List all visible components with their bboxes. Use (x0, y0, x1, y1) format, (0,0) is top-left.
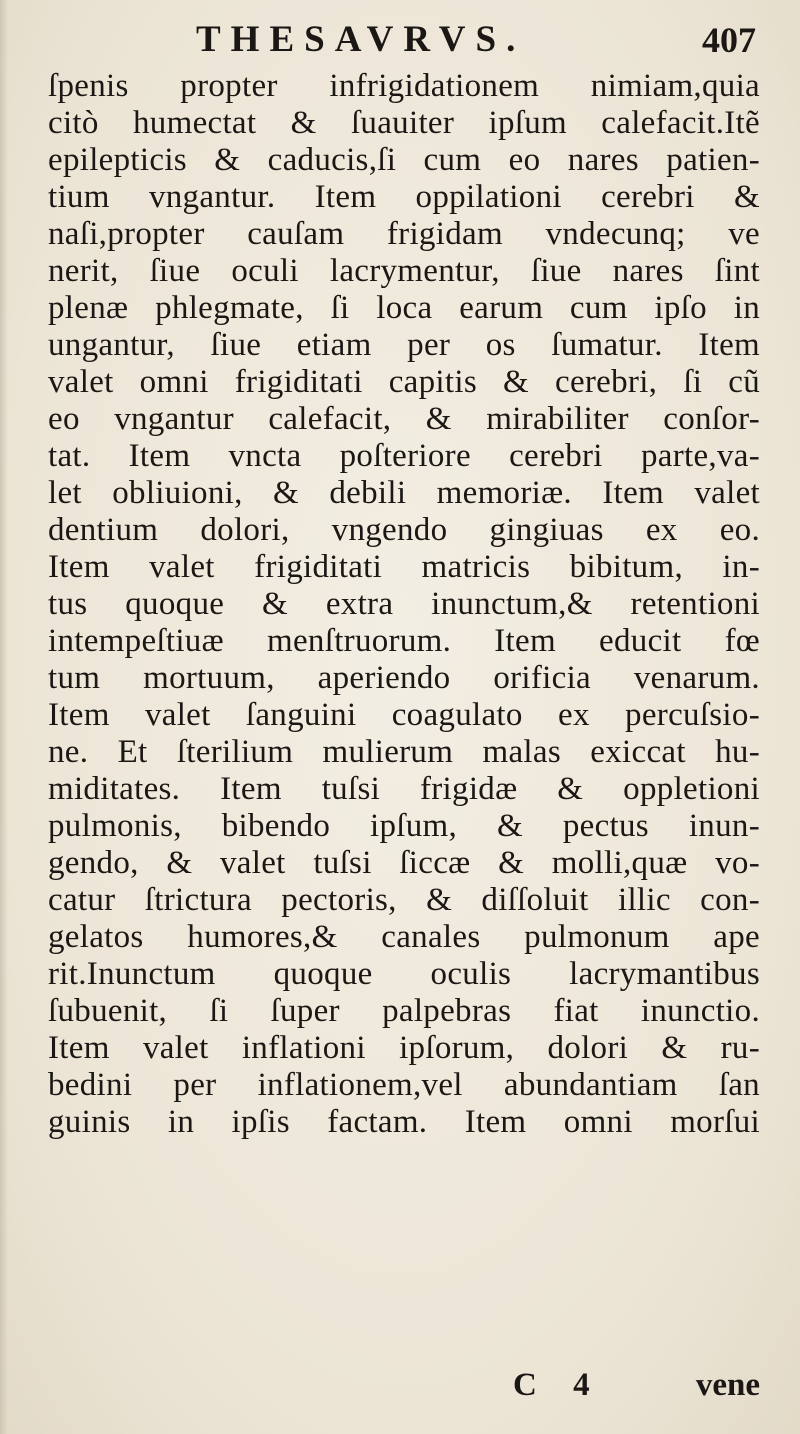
text-line: tium vngantur. Item oppilationi cerebri & (48, 179, 760, 215)
text-line: gelatos humores,& canales pulmonum ape (48, 919, 760, 955)
signature-mark: C 4 (513, 1367, 604, 1403)
text-line: valet omni frigiditati capitis & cerebri, ſi cũ (48, 364, 760, 400)
text-line: Item valet ſanguini coagulato ex percuſsio- (48, 697, 760, 733)
text-line: epilepticis & caducis,ſi cum eo nares patien- (48, 142, 760, 178)
text-line: ungantur, ſiue etiam per os ſumatur. Item (48, 327, 760, 363)
running-head (196, 18, 756, 62)
text-line: ne. Et ſterilium mulierum malas exiccat hu- (48, 734, 760, 770)
text-line: citò humectat & ſuauiter ipſum calefacit.Itẽ (48, 105, 760, 141)
text-line: miditates. Item tuſsi frigidæ & oppletioni (48, 771, 760, 807)
text-line: guinis in ipſis factam. Item omni morſui (48, 1104, 760, 1140)
text-line: tat. Item vncta poſteriore cerebri parte,va- (48, 438, 760, 474)
text-line: Item valet inflationi ipſorum, dolori & ru- (48, 1030, 760, 1066)
text-line: plenæ phlegmate, ſi loca earum cum ipſo in (48, 290, 760, 326)
text-line: eo vngantur calefacit, & mirabiliter conſor- (48, 401, 760, 437)
page-footer (0, 1365, 800, 1405)
text-line: naſi,propter cauſam frigidam vndecunq; ve (48, 216, 760, 252)
text-line: dentium dolori, vngendo gingiuas ex eo. (48, 512, 760, 548)
running-title: THESAVRVS. (196, 19, 526, 60)
text-line: Item valet frigiditati matricis bibitum, in- (48, 549, 760, 585)
text-line: gendo, & valet tuſsi ſiccæ & molli,quæ vo- (48, 845, 760, 881)
text-line: ſpenis propter infrigidationem nimiam,quia (48, 68, 760, 104)
catchword: vene (695, 1367, 760, 1403)
text-line: ſubuenit, ſi ſuper palpebras fiat inunctio. (48, 993, 760, 1029)
text-line: intempeſtiuæ menſtruorum. Item educit fœ (48, 623, 760, 659)
page-number: 407 (702, 20, 756, 60)
text-line: tus quoque & extra inunctum,& retentioni (48, 586, 760, 622)
text-line: rit.Inunctum quoque oculis lacrymantibus (48, 956, 760, 992)
text-line: pulmonis, bibendo ipſum, & pectus inun- (48, 808, 760, 844)
page-gutter-shadow (0, 0, 8, 1434)
text-line: tum mortuum, aperiendo orificia venarum. (48, 660, 760, 696)
text-line: bedini per inflationem,vel abundantiam ſan (48, 1067, 760, 1103)
text-line: catur ſtrictura pectoris, & diſſoluit illic con- (48, 882, 760, 918)
text-line: nerit, ſiue oculi lacrymentur, ſiue nares ſint (48, 253, 760, 289)
body-text (48, 68, 760, 1141)
text-line: let obliuioni, & debili memoriæ. Item valet (48, 475, 760, 511)
